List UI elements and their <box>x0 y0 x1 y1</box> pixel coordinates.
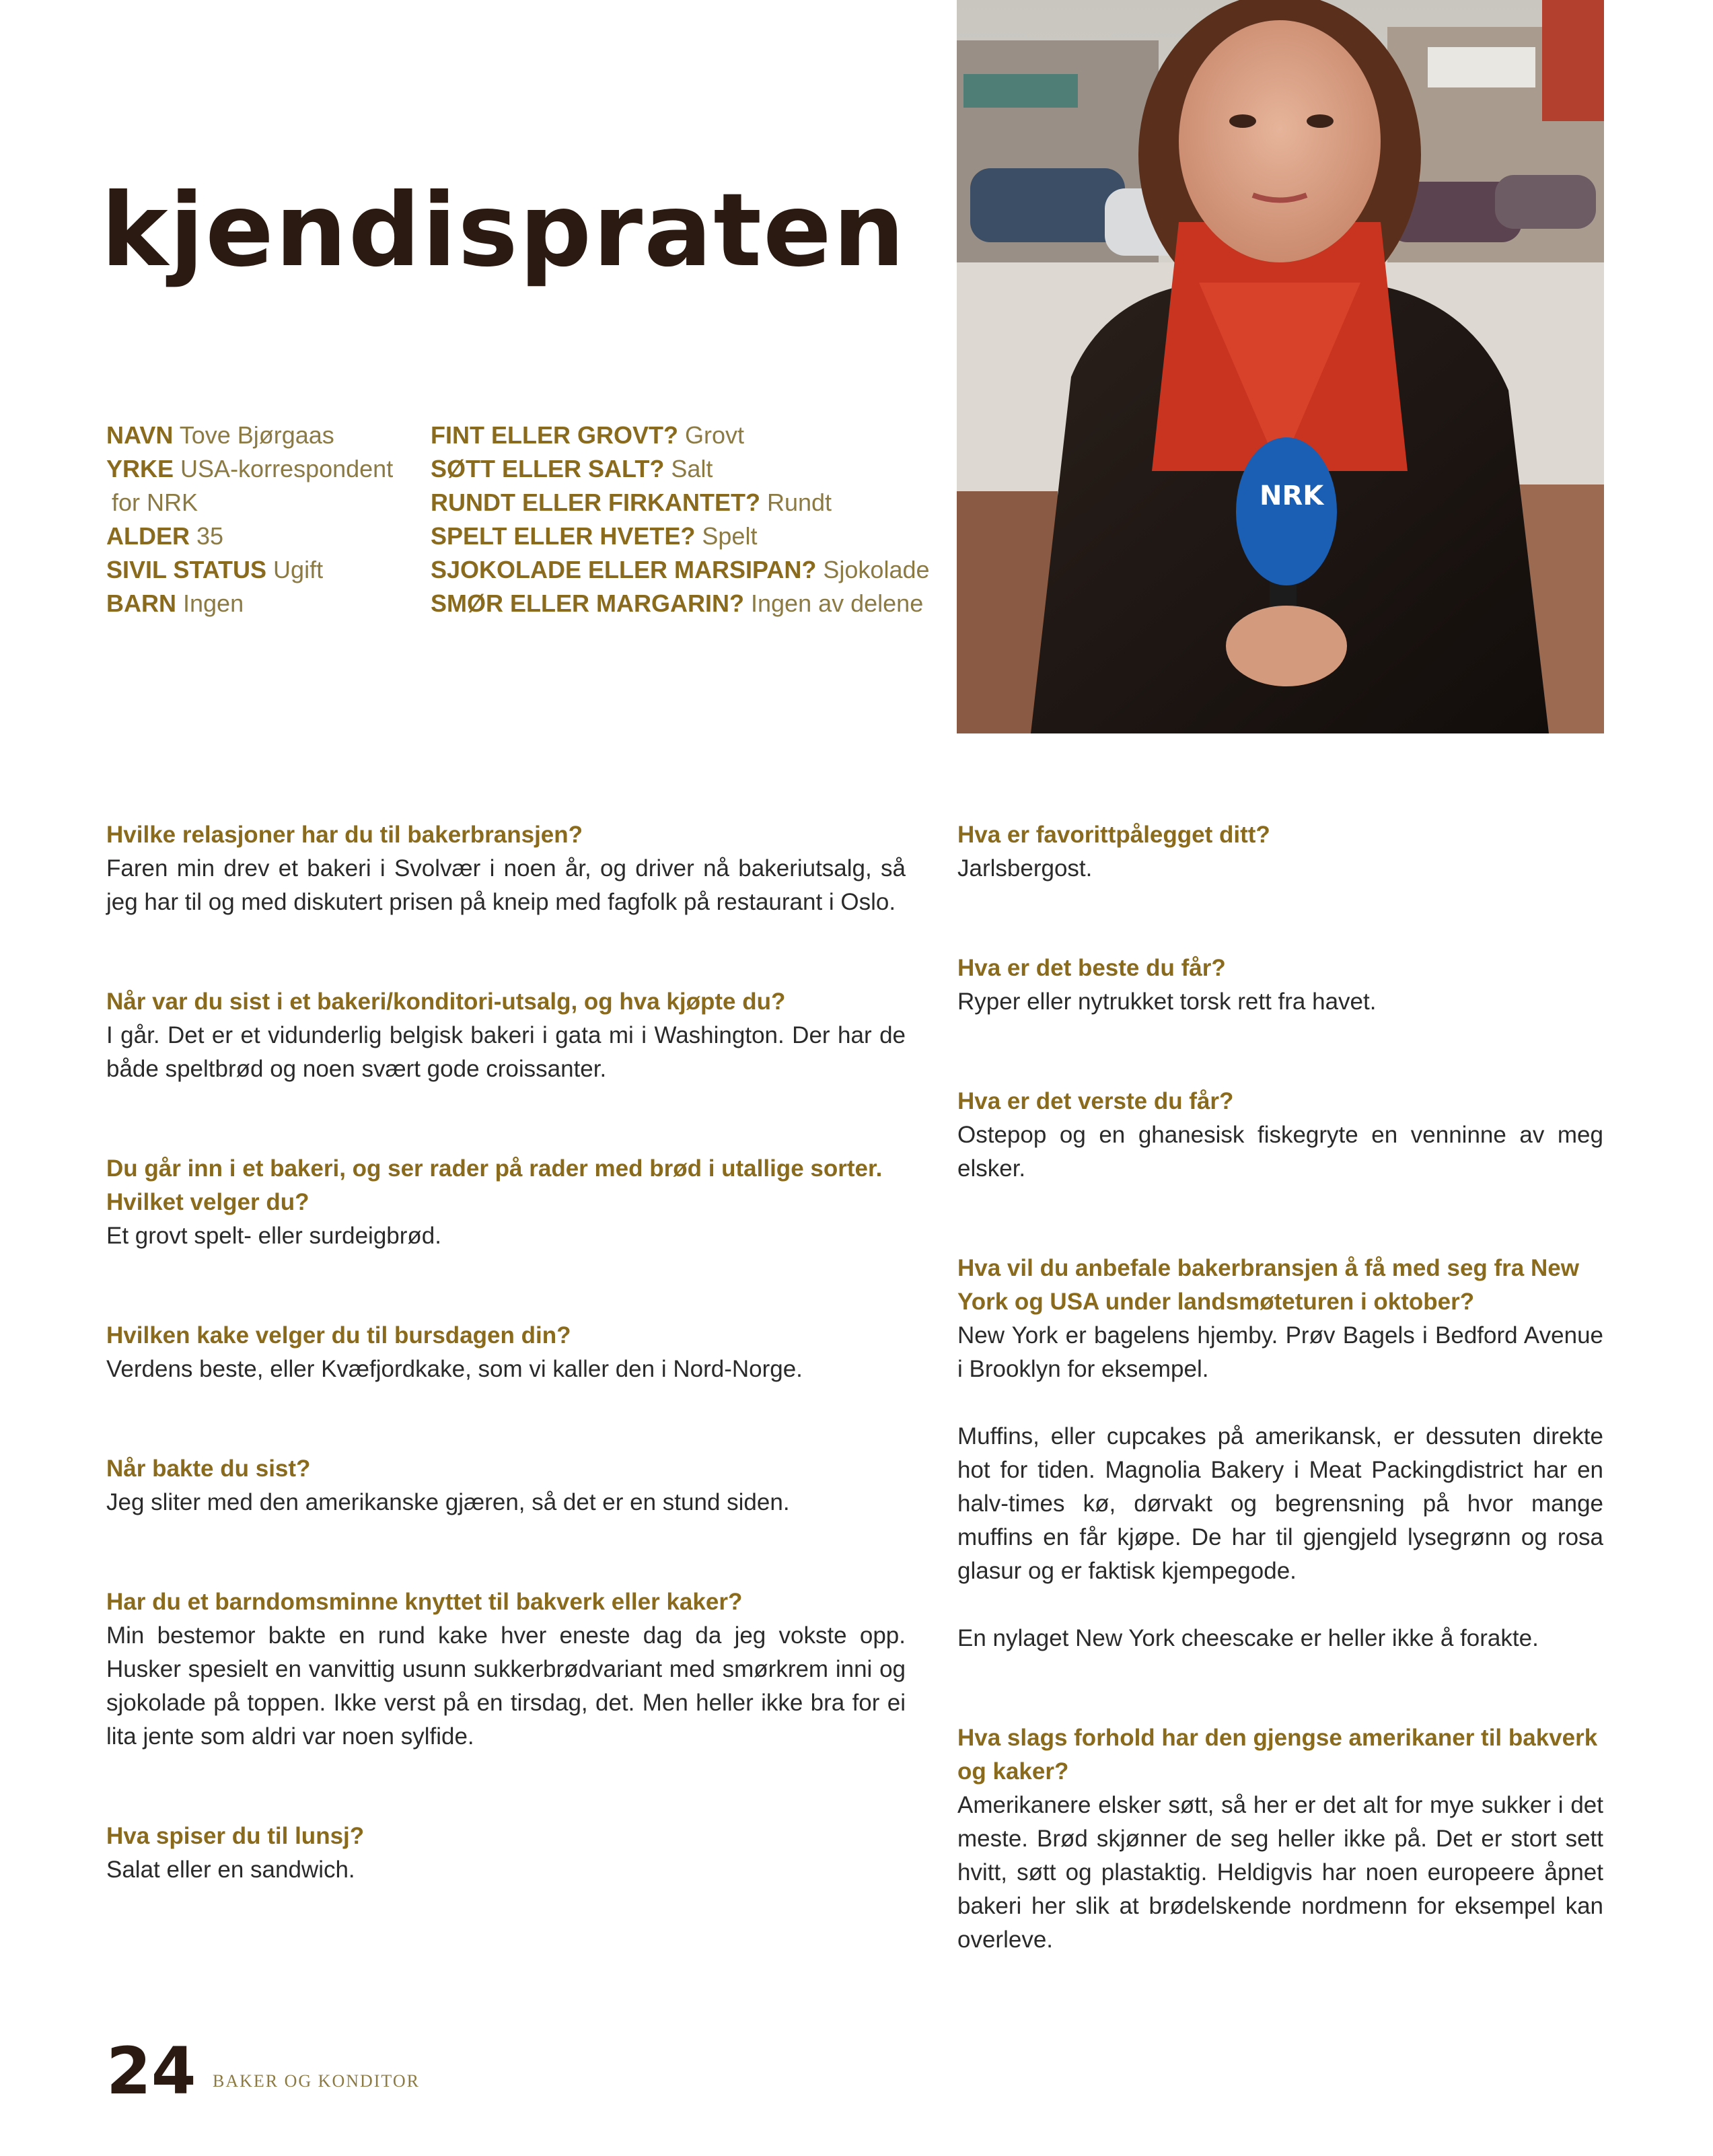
qa-item <box>106 1585 906 1754</box>
portrait-illustration <box>957 0 1604 733</box>
answer: Jeg sliter med den amerikanske gjæren, så det er en stund siden. <box>106 1489 790 1515</box>
answer: Min bestemor bakte en rund kake hver eneste dag da jeg vokste opp. Husker spesielt en vanvittig usunn sukkerbrødvariant med smørkrem inni og sjokolade på toppen. Ikke verst på en tirsdag, det. Men heller ikke bra for ei lita jente som aldri var noen sylfide. <box>106 1622 906 1750</box>
answer: Verdens beste, eller Kvæfjordkake, som vi kaller den i Nord-Norge. <box>106 1356 803 1382</box>
qa-item <box>106 985 906 1086</box>
answer: Amerikanere elsker søtt, så her er det alt for mye sukker i det meste. Brød skjønner de seg heller ikke på. Det er stort sett hvitt, søtt og plastaktig. Heldigvis har noen europeere åpnet bakeri her slik at brødelskende nordmenn for eksempel kan overleve. <box>957 1792 1603 1953</box>
answer-paragraph <box>957 1420 1603 1588</box>
answer: Jarlsbergost. <box>957 855 1093 882</box>
facts-right <box>431 419 930 620</box>
fact-children: BARN Ingen <box>106 589 244 617</box>
fact-round-or-square: RUNDT ELLER FIRKANTET? Rundt <box>431 489 832 516</box>
left-column <box>106 818 906 1953</box>
question: Hva er det beste du får? <box>957 955 1226 981</box>
fact-civil-status: SIVIL STATUS Ugift <box>106 556 324 583</box>
qa-item <box>957 1721 1603 1957</box>
page-number: 24 <box>106 2034 196 2109</box>
question: Når var du sist i et bakeri/konditori-utsalg, og hva kjøpte du? <box>106 989 786 1015</box>
mic-label: NRK <box>1260 480 1324 511</box>
fact-butter-or-margarine: SMØR ELLER MARGARIN? Ingen av delene <box>431 589 924 617</box>
question: Hvilke relasjoner har du til bakerbransjen? <box>106 822 583 848</box>
answer: New York er bagelens hjemby. Prøv Bagels i Bedford Avenue i Brooklyn for eksempel. <box>957 1322 1603 1382</box>
fact-sweet-or-salty: SØTT ELLER SALT? Salt <box>431 455 713 482</box>
qa-item <box>106 818 906 919</box>
fact-job-cont: for NRK <box>112 489 198 516</box>
answer: Et grovt spelt- eller surdeigbrød. <box>106 1223 441 1249</box>
right-column <box>957 818 1603 2023</box>
qa-item <box>957 818 1603 886</box>
answer-paragraph <box>957 1622 1603 1655</box>
qa-item <box>106 1152 906 1253</box>
fact-age: ALDER 35 <box>106 522 224 550</box>
page-title: kjendispraten <box>101 172 906 289</box>
question: Hva spiser du til lunsj? <box>106 1823 365 1849</box>
answer: Ryper eller nytrukket torsk rett fra havet. <box>957 989 1377 1015</box>
answer: En nylaget New York cheescake er heller ikke å forakte. <box>957 1625 1539 1651</box>
question: Har du et barndomsminne knyttet til bakverk eller kaker? <box>106 1589 743 1615</box>
question: Du går inn i et bakeri, og ser rader på rader med brød i utallige sorter. Hvilket velger du? <box>106 1155 883 1215</box>
qa-item <box>106 1820 906 1887</box>
fact-chocolate-or-marzipan: SJOKOLADE ELLER MARSIPAN? Sjokolade <box>431 556 930 583</box>
answer: Ostepop og en ghanesisk fiskegryte en venninne av meg elsker. <box>957 1122 1603 1182</box>
answer: Faren min drev et bakeri i Svolvær i noen år, og driver nå bakeriutsalg, så jeg har til og med diskutert prisen på kneip med fagfolk på restaurant i Oslo. <box>106 855 906 915</box>
fact-name: NAVN Tove Bjørgaas <box>106 421 334 449</box>
qa-item <box>957 1085 1603 1186</box>
magazine-name: BAKER OG KONDITOR <box>213 2071 420 2091</box>
qa-item <box>957 951 1603 1019</box>
qa-item <box>106 1319 906 1386</box>
answer: Muffins, eller cupcakes på amerikansk, er dessuten direkte hot for tiden. Magnolia Bakery i Meat Packingdistrict har en halv-times kø, dørvakt og begrensning på hvor mange muffins en får kjøpe. De har til gjengjeld lysegrønn og rosa glasur og er faktisk kjempegode. <box>957 1423 1603 1584</box>
fact-fine-or-coarse: FINT ELLER GROVT? Grovt <box>431 421 745 449</box>
question: Hva er favorittpålegget ditt? <box>957 822 1270 848</box>
qa-item <box>106 1452 906 1519</box>
question: Hva slags forhold har den gjengse amerikaner til bakverk og kaker? <box>957 1725 1598 1785</box>
fact-job: YRKE USA-korrespondent <box>106 455 394 482</box>
question: Når bakte du sist? <box>106 1456 311 1482</box>
answer: Salat eller en sandwich. <box>106 1857 355 1883</box>
fact-spelt-or-wheat: SPELT ELLER HVETE? Spelt <box>431 522 758 550</box>
question: Hva vil du anbefale bakerbransjen å få med seg fra New York og USA under landsmøteturen i oktober? <box>957 1255 1579 1315</box>
qa-item <box>957 1252 1603 1386</box>
question: Hvilken kake velger du til bursdagen din? <box>106 1322 571 1349</box>
facts-left <box>106 419 402 620</box>
question: Hva er det verste du får? <box>957 1088 1234 1114</box>
answer: I går. Det er et vidunderlig belgisk bakeri i gata mi i Washington. Der har de både speltbrød og noen svært gode croissanter. <box>106 1022 906 1082</box>
portrait-photo <box>957 0 1604 733</box>
